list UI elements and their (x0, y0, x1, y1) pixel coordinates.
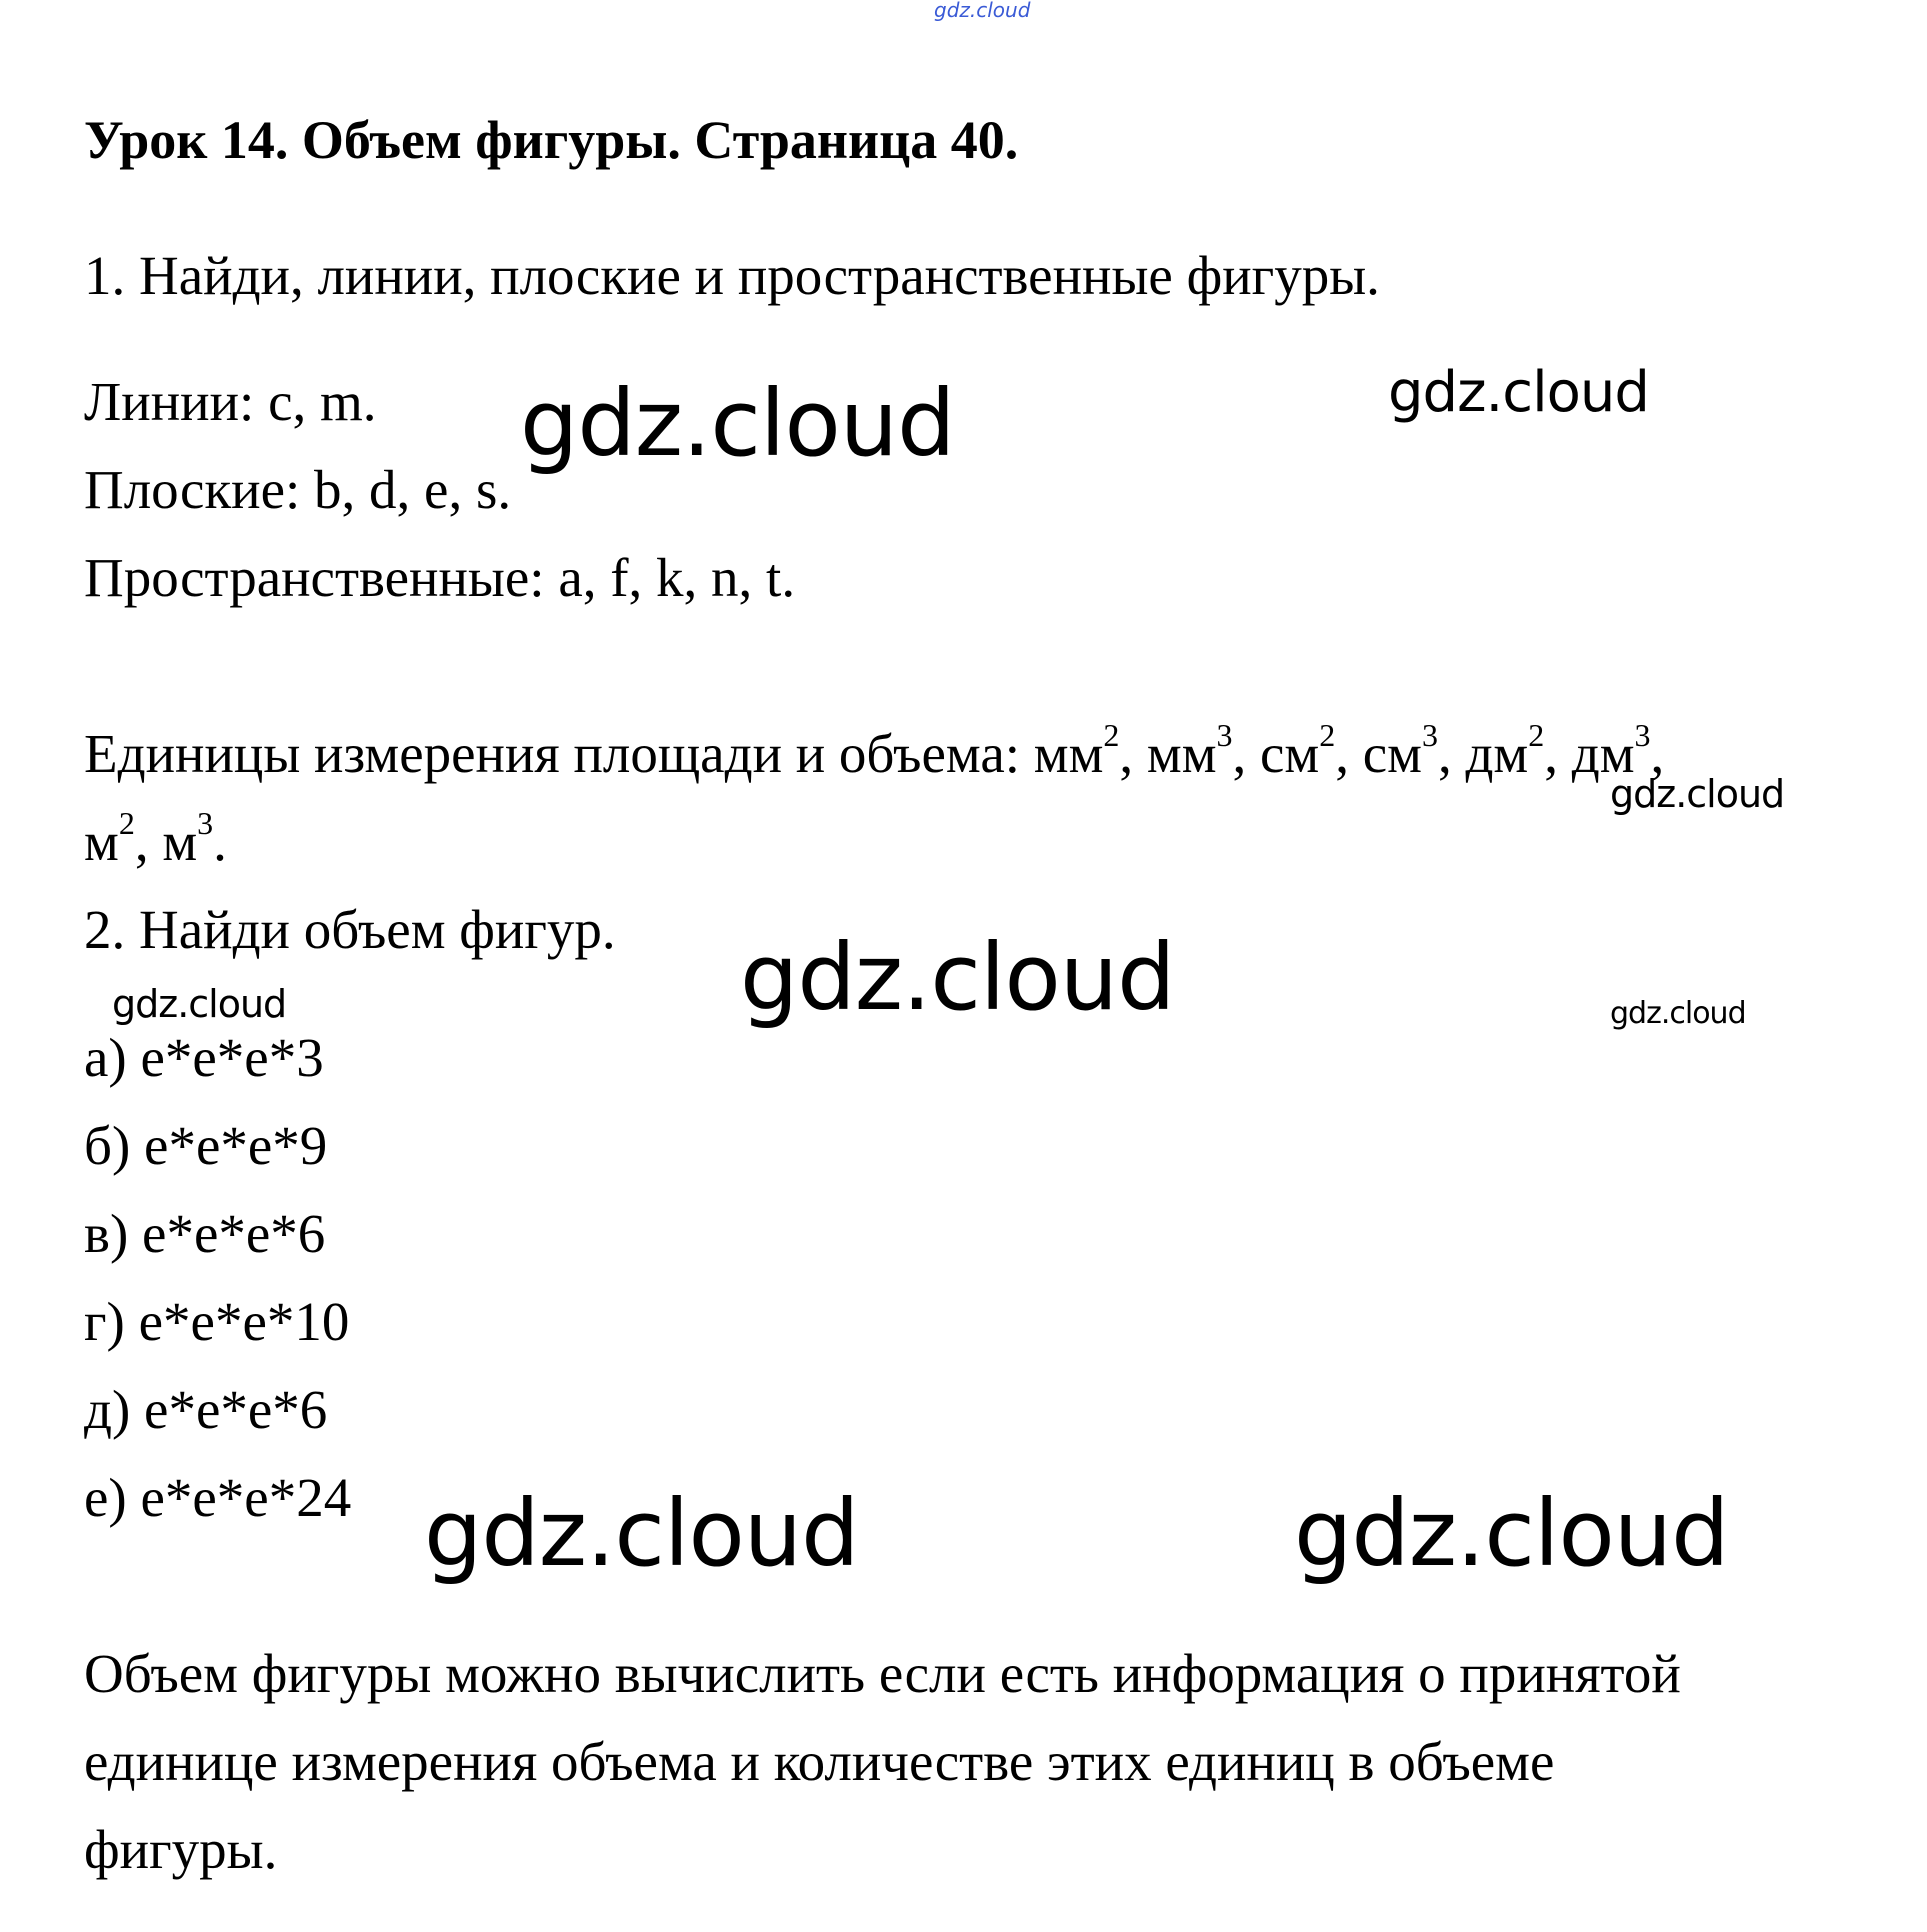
watermark-small-1: gdz.cloud (1610, 772, 1785, 816)
watermark-tiny-1: gdz.cloud (1610, 996, 1746, 1031)
unit-mm2: $мм^2$, (1033, 717, 1147, 784)
task1-spatial: Пространственные: a, f, k, n, t. (84, 547, 796, 608)
task2-heading: 2. Найди объем фигур. (84, 899, 616, 960)
watermark-small-2: gdz.cloud (112, 982, 287, 1026)
units-prefix: Единицы измерения площади и объема: (84, 723, 1034, 784)
watermark-large-1: gdz.cloud (520, 370, 955, 477)
watermark-large-4: gdz.cloud (1294, 1480, 1729, 1587)
watermark-medium-1: gdz.cloud (1388, 360, 1649, 425)
answer-v: в) e*e*e*6 (84, 1203, 326, 1264)
watermark-large-3: gdz.cloud (424, 1480, 859, 1587)
unit-cm2: $см^2$, (1260, 717, 1363, 784)
conclusion-line-1: Объем фигуры можно вычислить если есть информация о принятой (84, 1643, 1681, 1704)
task1-lines: Линии: c, m. (84, 371, 377, 432)
task1-heading: 1. Найди, линии, плоские и пространственные фигуры. (84, 245, 1380, 306)
unit-dm2: $дм^2$, (1465, 717, 1572, 784)
units-line-2 (84, 798, 227, 886)
unit-m2: $м^2$, (84, 805, 163, 872)
answer-b: б) e*e*e*9 (84, 1115, 328, 1176)
answer-g: г) e*e*e*10 (84, 1291, 350, 1352)
conclusion-line-2: единице измерения объема и количестве этих единиц в объеме (84, 1731, 1555, 1792)
answer-e: е) e*e*e*24 (84, 1467, 352, 1528)
answer-a: а) e*e*e*3 (84, 1027, 324, 1088)
unit-m3: $м^3$. (162, 805, 227, 872)
page-title: Урок 14. Объем фигуры. Страница 40. (84, 110, 1019, 170)
unit-dm3: $дм^3$, (1571, 717, 1665, 784)
watermark-top: gdz.cloud (934, 0, 1031, 22)
unit-cm3: $см^3$, (1362, 717, 1466, 784)
answer-d: д) e*e*e*6 (84, 1379, 328, 1440)
task1-flat: Плоские: b, d, e, s. (84, 459, 512, 520)
watermark-large-2: gdz.cloud (740, 924, 1175, 1031)
units-line-1 (84, 710, 1664, 798)
unit-mm3: $мм^3$, (1146, 717, 1260, 784)
conclusion-line-3: фигуры. (84, 1819, 278, 1880)
